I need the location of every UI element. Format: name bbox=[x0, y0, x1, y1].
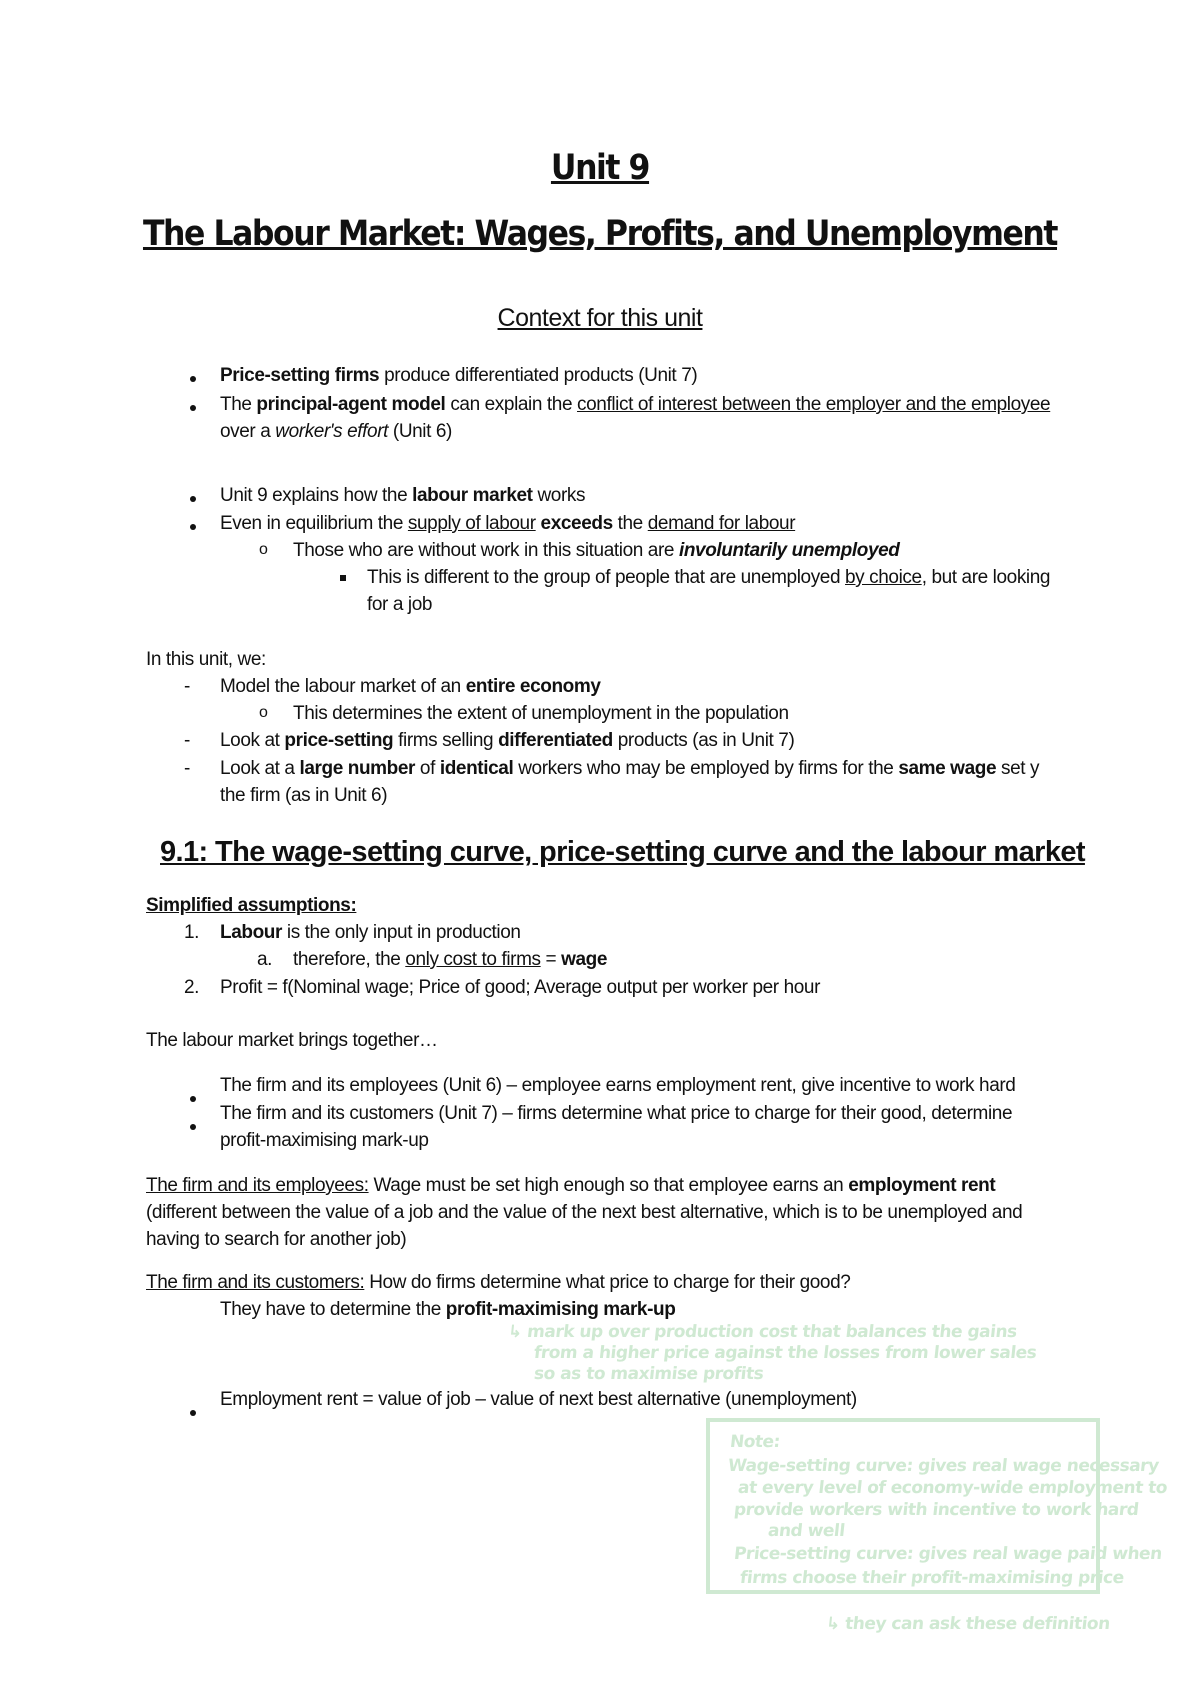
assumption-1: Labour is the only input in production bbox=[220, 922, 521, 943]
employees-paragraph-line-2: (different between the value of a job and the value of the next best alternative, which is to be unemployed and bbox=[146, 1202, 1023, 1223]
list-number: 1. bbox=[184, 922, 200, 943]
handwritten-box-line-1: Note: bbox=[728, 1432, 781, 1452]
context-subsub-line-2: for a job bbox=[367, 594, 433, 615]
handwritten-note-line-2: from a higher price against the losses from lower sales bbox=[532, 1343, 1038, 1363]
customers-paragraph: The firm and its customers: How do firms determine what price to charge for their good? bbox=[146, 1272, 851, 1293]
context-sub-bullet: Those who are without work in this situation are involuntarily unemployed bbox=[293, 540, 900, 561]
bullet-icon bbox=[190, 496, 196, 502]
dash-icon: - bbox=[184, 730, 190, 751]
list-number: 2. bbox=[184, 977, 200, 998]
customers-paragraph-line-2: They have to determine the profit-maximising mark-up bbox=[220, 1299, 676, 1320]
list-letter: a. bbox=[257, 949, 273, 970]
unit-title: Unit 9 bbox=[550, 148, 650, 188]
context-bullet-3: Unit 9 explains how the labour market works bbox=[220, 485, 586, 506]
context-bullet-4: Even in equilibrium the supply of labour exceeds the demand for labour bbox=[220, 513, 796, 534]
bullet-icon bbox=[190, 405, 196, 411]
unit-item-3: Look at a large number of identical workers who may be employed by firms for the same wage set y bbox=[220, 758, 1040, 779]
context-heading: Context for this unit bbox=[497, 304, 703, 332]
sub-bullet-icon: o bbox=[259, 541, 268, 558]
context-bullet-1: Price-setting firms produce differentiated products (Unit 7) bbox=[220, 365, 698, 386]
bullet-icon bbox=[190, 524, 196, 530]
sub-bullet-icon: o bbox=[259, 704, 268, 721]
handwritten-box-line-5: and well bbox=[766, 1521, 846, 1541]
employment-rent-bullet: Employment rent = value of job – value of next best alternative (unemployment) bbox=[220, 1389, 857, 1410]
section-heading: 9.1: The wage-setting curve, price-setting curve and the labour market bbox=[160, 836, 1085, 868]
handwritten-box-line-3: at every level of economy-wide employment to bbox=[736, 1478, 1169, 1498]
square-bullet-icon bbox=[340, 575, 346, 581]
employees-paragraph: The firm and its employees: Wage must be set high enough so that employee earns an employment rent bbox=[146, 1175, 996, 1196]
together-item-2: The firm and its customers (Unit 7) – firms determine what price to charge for their good, determine bbox=[220, 1103, 1013, 1124]
handwritten-box-line-6: Price-setting curve: gives real wage paid when bbox=[732, 1544, 1163, 1564]
brings-together: The labour market brings together… bbox=[146, 1030, 438, 1051]
assumptions-label: Simplified assumptions: bbox=[146, 895, 357, 916]
bullet-icon bbox=[190, 1096, 196, 1102]
together-item-1: The firm and its employees (Unit 6) – employee earns employment rent, give incentive to work hard bbox=[220, 1075, 1016, 1096]
assumption-2: Profit = f(Nominal wage; Price of good; Average output per worker per hour bbox=[220, 977, 821, 998]
handwritten-box-line-2: Wage-setting curve: gives real wage necessary bbox=[726, 1456, 1160, 1476]
dash-icon: - bbox=[184, 758, 190, 779]
handwritten-note-line-1: ↳ mark up over production cost that balances the gains bbox=[506, 1322, 1018, 1342]
handwritten-box-line-4: provide workers with incentive to work hard bbox=[732, 1500, 1140, 1520]
together-item-2-line-2: profit-maximising mark-up bbox=[220, 1130, 429, 1151]
dash-icon: - bbox=[184, 676, 190, 697]
handwritten-tail-note: ↳ they can ask these definition bbox=[824, 1614, 1111, 1634]
context-subsub-bullet: This is different to the group of people that are unemployed by choice, but are looking bbox=[367, 567, 1051, 588]
bullet-icon bbox=[190, 1410, 196, 1416]
unit-item-1-sub: This determines the extent of unemployment in the population bbox=[293, 703, 789, 724]
unit-intro: In this unit, we: bbox=[146, 649, 266, 670]
handwritten-box-line-7: firms choose their profit-maximising price bbox=[738, 1568, 1125, 1588]
bullet-icon bbox=[190, 1124, 196, 1130]
assumption-1a: therefore, the only cost to firms = wage bbox=[293, 949, 608, 970]
unit-item-3-line-2: the firm (as in Unit 6) bbox=[220, 785, 388, 806]
employees-paragraph-line-3: having to search for another job) bbox=[146, 1229, 407, 1250]
unit-item-2: Look at price-setting firms selling differentiated products (as in Unit 7) bbox=[220, 730, 795, 751]
unit-item-1: Model the labour market of an entire economy bbox=[220, 676, 601, 697]
context-bullet-2: The principal-agent model can explain the conflict of interest between the employer and the employee bbox=[220, 394, 1051, 415]
main-title: The Labour Market: Wages, Profits, and Unemployment bbox=[142, 214, 1058, 254]
handwritten-note-line-3: so as to maximise profits bbox=[532, 1364, 765, 1384]
bullet-icon bbox=[190, 376, 196, 382]
context-bullet-2-line-2: over a worker's effort (Unit 6) bbox=[220, 421, 452, 442]
